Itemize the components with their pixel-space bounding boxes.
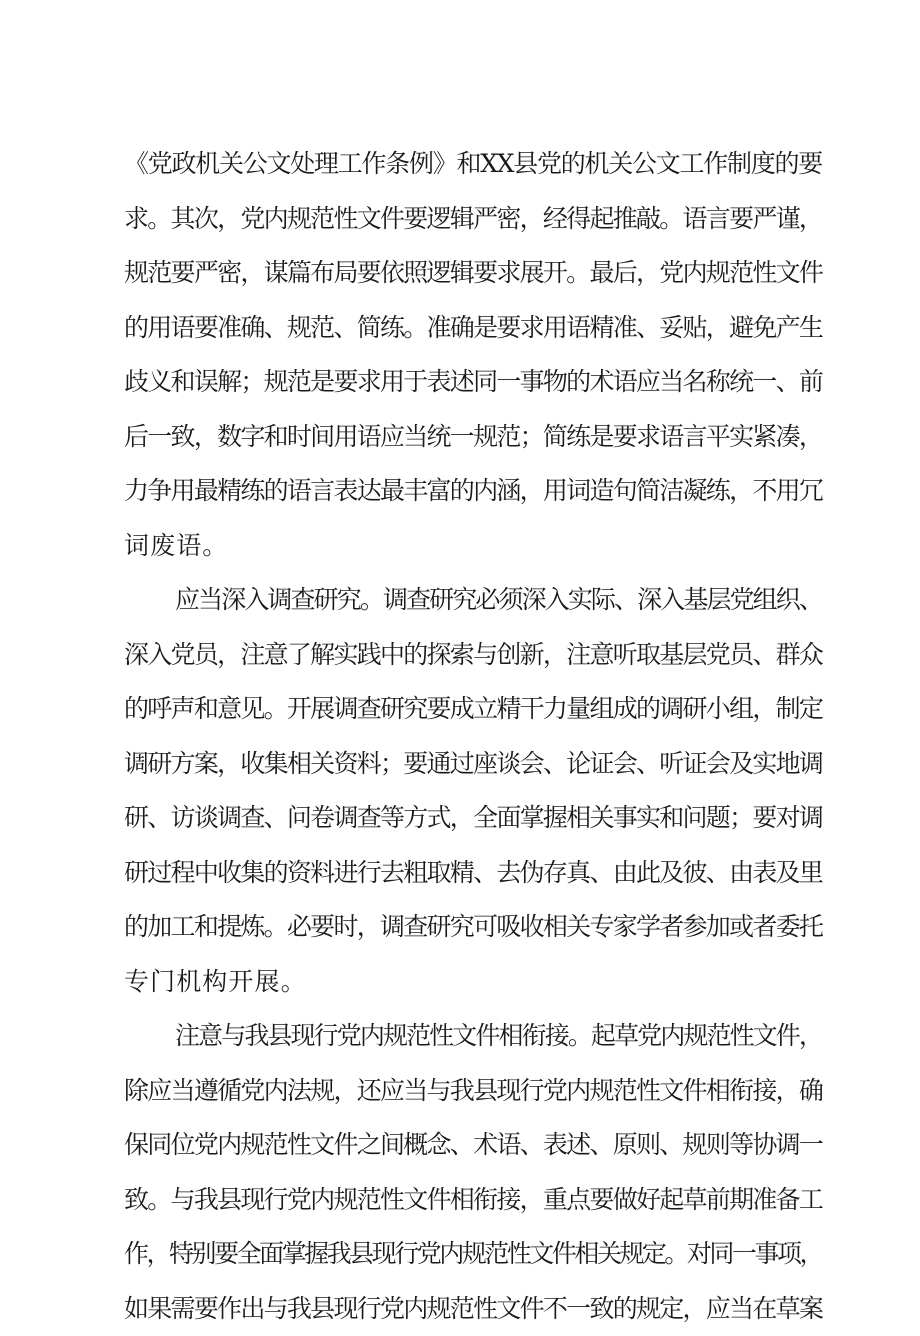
text-line: 的呼声和意见。开展调查研究要成立精干力量组成的调研小组，制定 [124,682,822,737]
text-line: 研、访谈调查、问卷调查等方式，全面掌握相关事实和问题；要对调 [124,791,822,846]
text-line: 深入党员，注意了解实践中的探索与创新，注意听取基层党员、群众 [124,628,822,683]
text-line: 调研方案，收集相关资料；要通过座谈会、论证会、听证会及实地调 [124,737,822,792]
text-line: 词废语。 [124,519,822,574]
text-line: 研过程中收集的资料进行去粗取精、去伪存真、由此及彼、由表及里 [124,846,822,901]
text-line: 的加工和提炼。必要时，调查研究可吸收相关专家学者参加或者委托 [124,900,822,955]
text-line: 后一致，数字和时间用语应当统一规范；简练是要求语言平实紧凑， [124,410,822,465]
text-line: 应当深入调查研究。调查研究必须深入实际、深入基层党组织、 [124,573,822,628]
text-line: 歧义和误解；规范是要求用于表述同一事物的术语应当名称统一、前 [124,355,822,410]
text-line: 注意与我县现行党内规范性文件相衔接。起草党内规范性文件， [124,1009,822,1064]
text-line: 的用语要准确、规范、简练。准确是要求用语精准、妥贴，避免产生 [124,301,822,356]
text-line: 如果需要作出与我县现行党内规范性文件不一致的规定，应当在草案 [124,1282,822,1336]
text-line: 致。与我县现行党内规范性文件相衔接，重点要做好起草前期准备工 [124,1173,822,1228]
text-line: 除应当遵循党内法规，还应当与我县现行党内规范性文件相衔接，确 [124,1064,822,1119]
paragraph-3 [124,1009,822,1336]
paragraph-2 [124,573,822,1009]
paragraph-1 [124,137,822,573]
text-line: 专门机构开展。 [124,955,822,1010]
text-line: 力争用最精练的语言表达最丰富的内涵，用词造句简洁凝练，不用冗 [124,464,822,519]
text-line: 求。其次，党内规范性文件要逻辑严密，经得起推敲。语言要严谨， [124,192,822,247]
text-line: 《党政机关公文处理工作条例》和XX县党的机关公文工作制度的要 [124,137,822,192]
text-line: 作，特别要全面掌握我县现行党内规范性文件相关规定。对同一事项， [124,1227,822,1282]
text-line: 规范要严密，谋篇布局要依照逻辑要求展开。最后，党内规范性文件 [124,246,822,301]
text-line: 保同位党内规范性文件之间概念、术语、表述、原则、规则等协调一 [124,1118,822,1173]
document-body [124,137,822,1336]
